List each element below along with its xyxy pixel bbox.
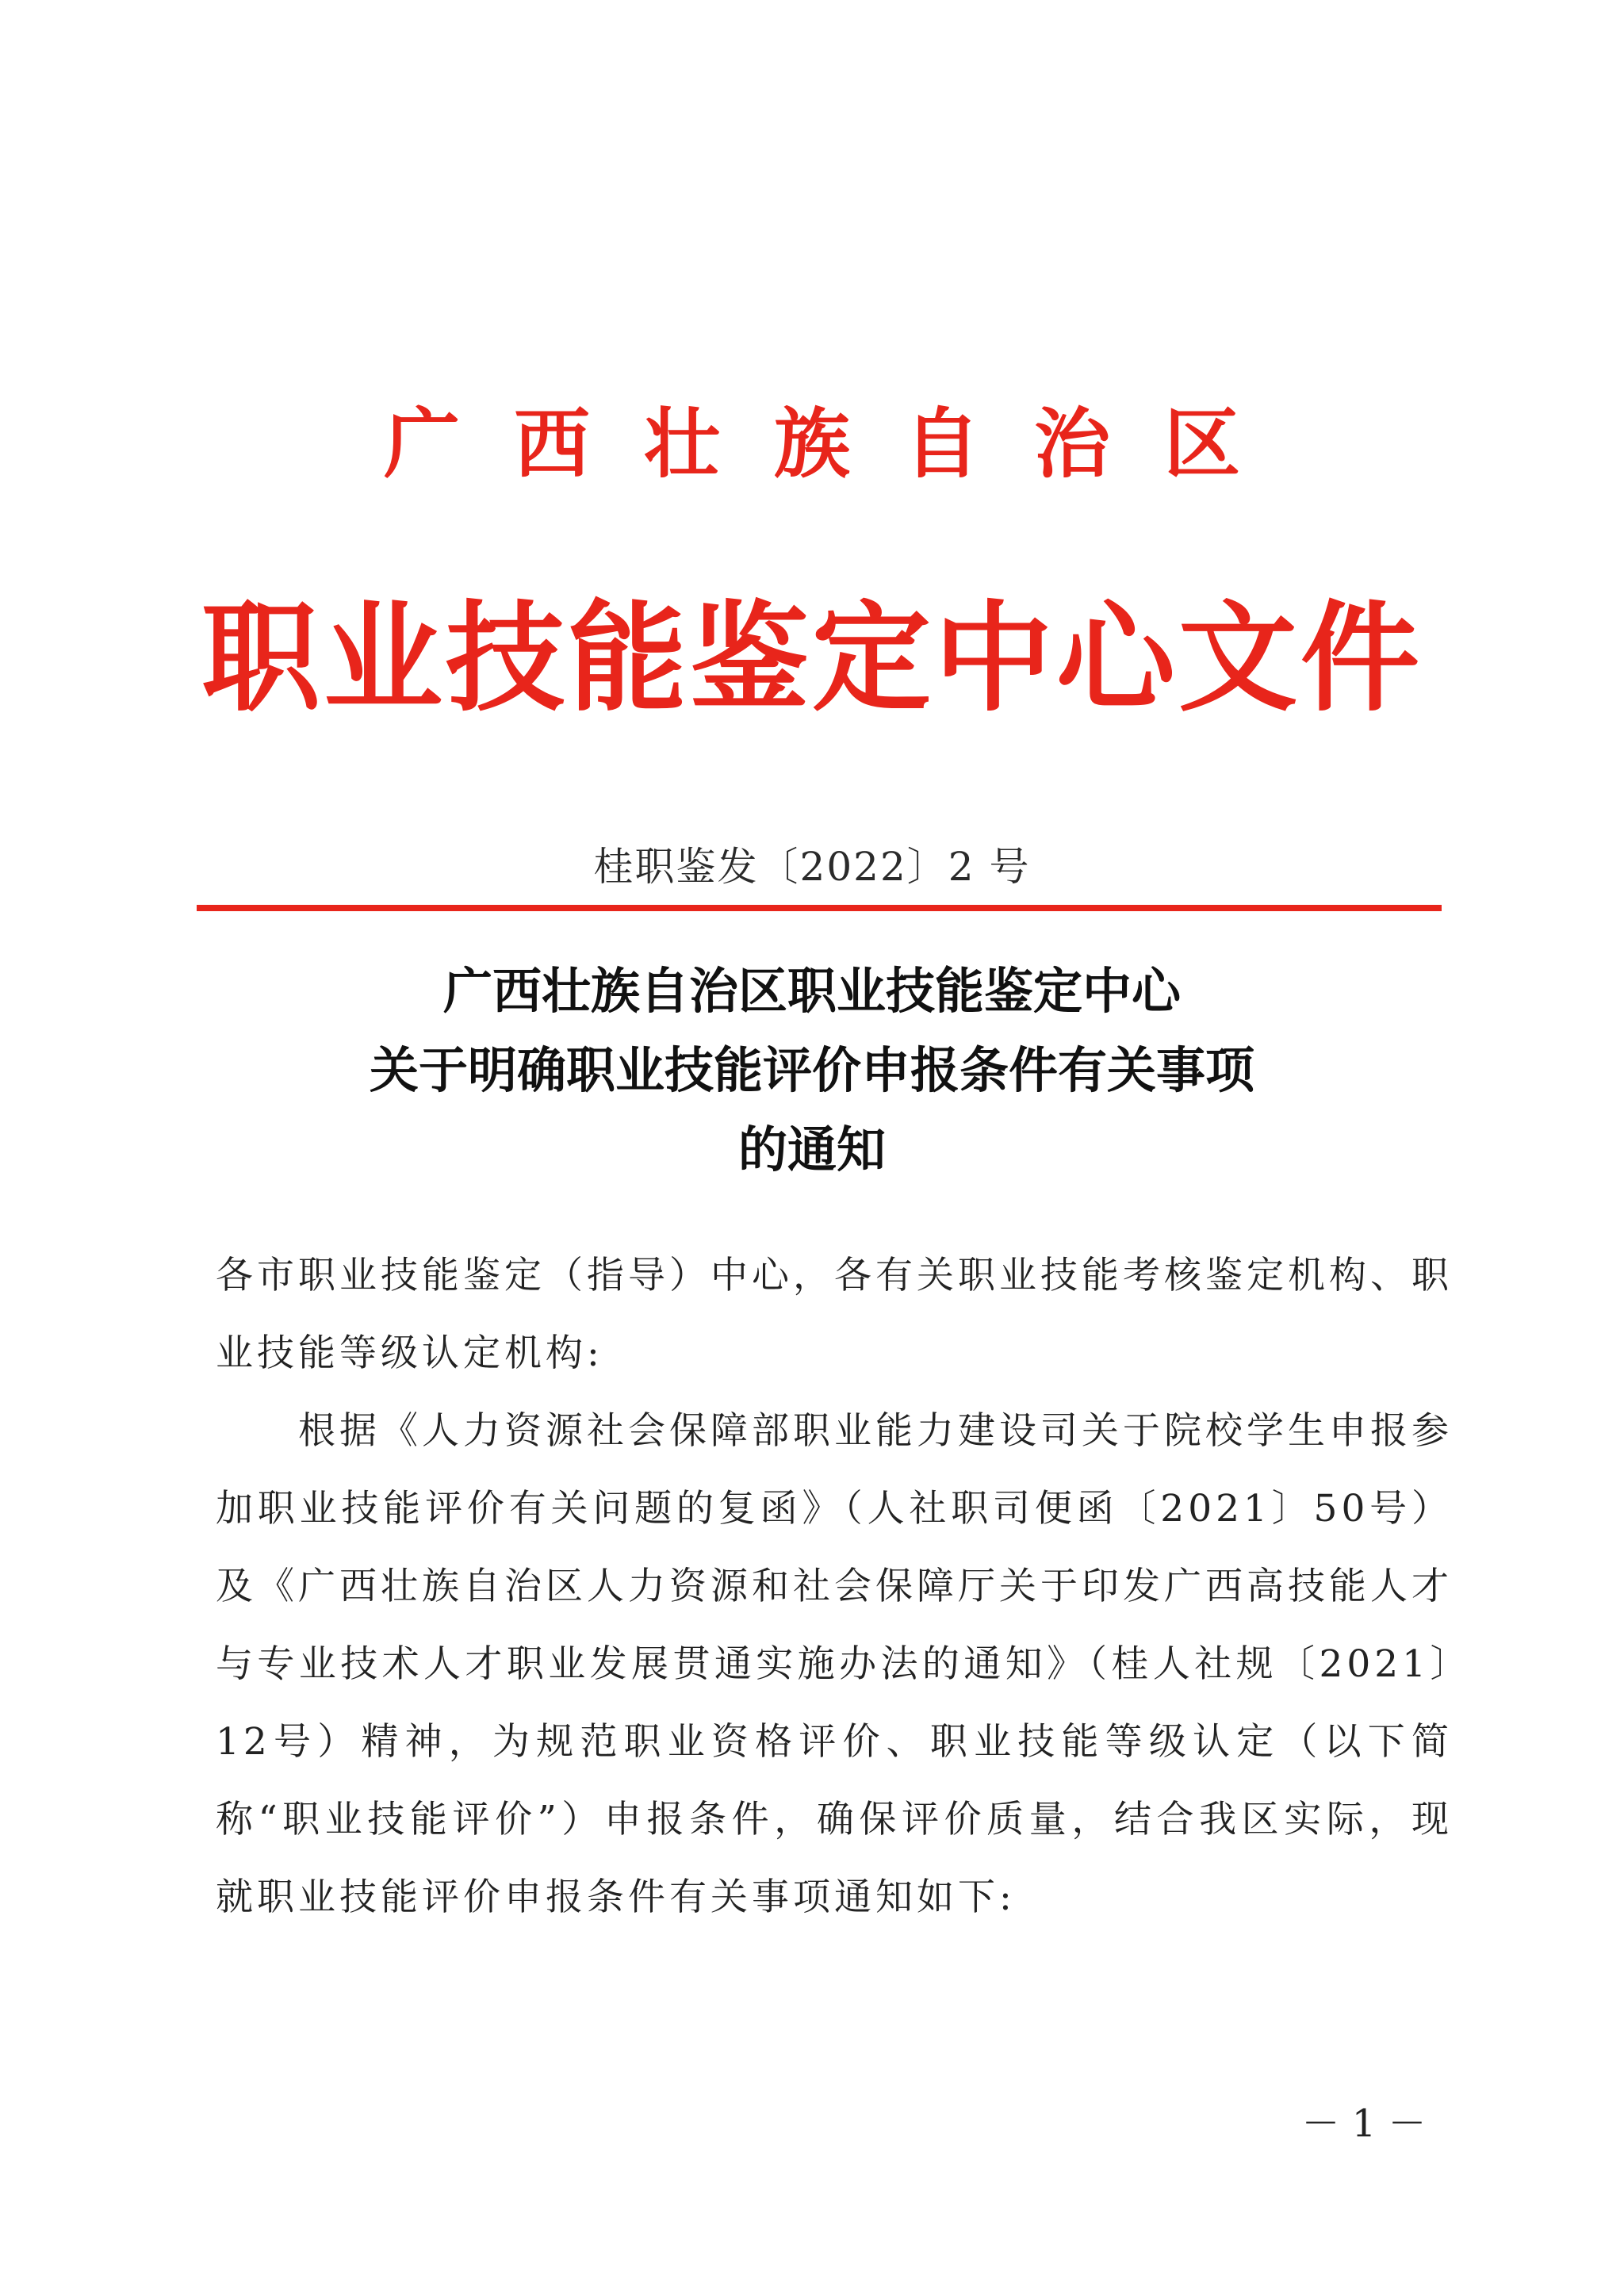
title-line-3: 的通知 bbox=[737, 1121, 886, 1178]
title-line-1: 广西壮族自治区职业技能鉴定中心 bbox=[442, 962, 1181, 1020]
page-number: － 1 － bbox=[1301, 2102, 1427, 2146]
document-body bbox=[216, 1237, 1453, 1937]
document-title bbox=[0, 952, 1624, 1190]
body-paragraph: 根据《人力资源社会保障部职业能力建设司关于院校学生申报参加职业技能评价有关问题的复函》（人社职司便函〔2021〕50号）及《广西壮族自治区人力资源和社会保障厅关于印发广西高技能人才与专业技术人才职业发展贯通实施办法的通知》（桂人社规〔2021〕12号）精神，为规范职业资格评价、职业技能等级认定（以下简称“职业技能评价”）申报条件，确保评价质量，结合我区实际，现就职业技能评价申报条件有关事项通知如下: bbox=[216, 1409, 1453, 1919]
document-number: 桂职鉴发〔2022〕2 号 bbox=[593, 844, 1031, 890]
salutation: 各市职业技能鉴定（指导）中心，各有关职业技能考核鉴定机构、职业技能等级认定机构: bbox=[216, 1254, 1453, 1375]
masthead-issuer-name: 职业技能鉴定中心文件 bbox=[201, 588, 1423, 728]
red-separator-line bbox=[197, 905, 1442, 911]
title-line-2: 关于明确职业技能评价申报条件有关事项 bbox=[369, 1041, 1254, 1099]
masthead-issuer-region: 广西壮族自治区 bbox=[384, 399, 1294, 489]
